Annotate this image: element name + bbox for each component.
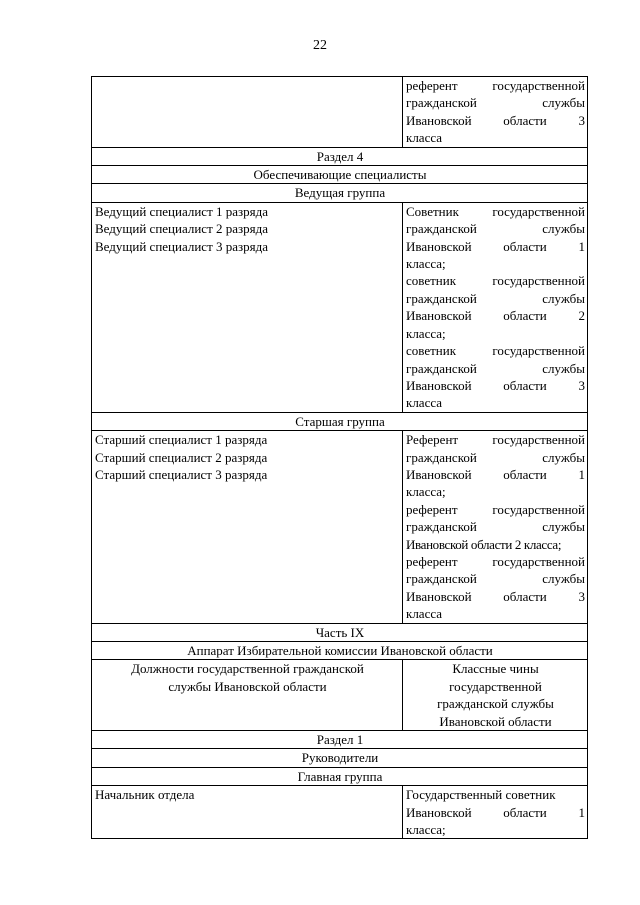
rank-line: Ивановской области 3 <box>406 588 585 604</box>
section-heading: Раздел 4 <box>92 147 588 165</box>
table-row <box>92 767 588 785</box>
rank-line: класса; <box>406 484 446 500</box>
position-title: Старший специалист 1 разряда <box>95 432 268 448</box>
rank-line: советник государственной <box>406 273 585 289</box>
position-title: Ведущий специалист 1 разряда <box>95 203 269 219</box>
header-line: службы Ивановской области <box>168 678 327 694</box>
rank-line: Ивановской области 1 <box>406 804 585 820</box>
table-body <box>92 77 588 839</box>
rank-cell <box>403 202 588 412</box>
section-heading: Обеспечивающие специалисты <box>92 166 588 184</box>
rank-line: гражданской службы <box>406 571 585 587</box>
table-row <box>92 749 588 767</box>
rank-cell <box>403 786 588 839</box>
rank-line: советник государственной <box>406 343 585 359</box>
header-line: Должности государственной гражданской <box>131 661 364 677</box>
rank-line: гражданской службы <box>406 221 585 237</box>
position-title: Ведущий специалист 3 разряда <box>95 238 269 254</box>
position-cell <box>92 202 403 412</box>
header-line: Ивановской области <box>439 713 552 729</box>
position-cell <box>92 431 403 623</box>
position-title: Ведущий специалист 2 разряда <box>95 221 269 237</box>
rank-line: класса <box>406 606 443 622</box>
rank-line: гражданской службы <box>406 95 585 111</box>
column-header-positions <box>92 660 403 731</box>
section-heading: Аппарат Избирательной комиссии Ивановской области <box>92 642 588 660</box>
rank-line: класса <box>406 130 443 146</box>
column-header-ranks <box>403 660 588 731</box>
rank-line: класса <box>406 395 443 411</box>
rank-line: класса; <box>406 325 446 341</box>
position-title: Начальник отдела <box>95 787 195 803</box>
table-row <box>92 166 588 184</box>
header-line: Классные чины <box>452 661 539 677</box>
section-heading: Главная группа <box>92 767 588 785</box>
rank-cell <box>403 77 588 148</box>
rank-line: Референт государственной <box>406 432 585 448</box>
table-row <box>92 660 588 731</box>
page-number: 22 <box>313 38 327 53</box>
section-heading: Руководители <box>92 749 588 767</box>
position-title: Старший специалист 2 разряда <box>95 449 268 465</box>
rank-line: Ивановской области 3 <box>406 377 585 393</box>
table-row <box>92 147 588 165</box>
table-row <box>92 77 588 148</box>
section-heading: Старшая группа <box>92 412 588 430</box>
table-row <box>92 202 588 412</box>
position-cell <box>92 786 403 839</box>
rank-line: гражданской службы <box>406 449 585 465</box>
rank-line: гражданской службы <box>406 519 585 535</box>
rank-line: Ивановской области 1 <box>406 238 585 254</box>
rank-line: референт государственной <box>406 501 585 517</box>
table-row <box>92 184 588 202</box>
table-row <box>92 412 588 430</box>
rank-line: Ивановской области 1 <box>406 466 585 482</box>
rank-line: Ивановской области 2 <box>406 308 585 324</box>
rank-line: Ивановской области 2 класса; <box>406 536 562 552</box>
table-row <box>92 786 588 839</box>
position-cell <box>92 77 403 148</box>
rank-line: гражданской службы <box>406 360 585 376</box>
section-heading: Часть IX <box>92 623 588 641</box>
section-heading: Раздел 1 <box>92 731 588 749</box>
rank-line: класса; <box>406 822 446 838</box>
table-row <box>92 731 588 749</box>
rank-line: Ивановской области 3 <box>406 112 585 128</box>
rank-line: Государственный советник <box>406 787 556 803</box>
section-heading: Ведущая группа <box>92 184 588 202</box>
rank-line: гражданской службы <box>406 290 585 306</box>
table-row <box>92 623 588 641</box>
header-line: гражданской службы <box>437 696 554 712</box>
table-row <box>92 431 588 623</box>
rank-line: референт государственной <box>406 553 585 569</box>
position-title: Старший специалист 3 разряда <box>95 466 268 482</box>
rank-line: Советник государственной <box>406 203 585 219</box>
table-row <box>92 642 588 660</box>
rank-line: класса; <box>406 256 446 272</box>
rank-line: референт государственной <box>406 78 585 93</box>
header-line: государственной <box>449 678 542 694</box>
civil-service-ranks-table <box>91 76 588 839</box>
rank-cell <box>403 431 588 623</box>
